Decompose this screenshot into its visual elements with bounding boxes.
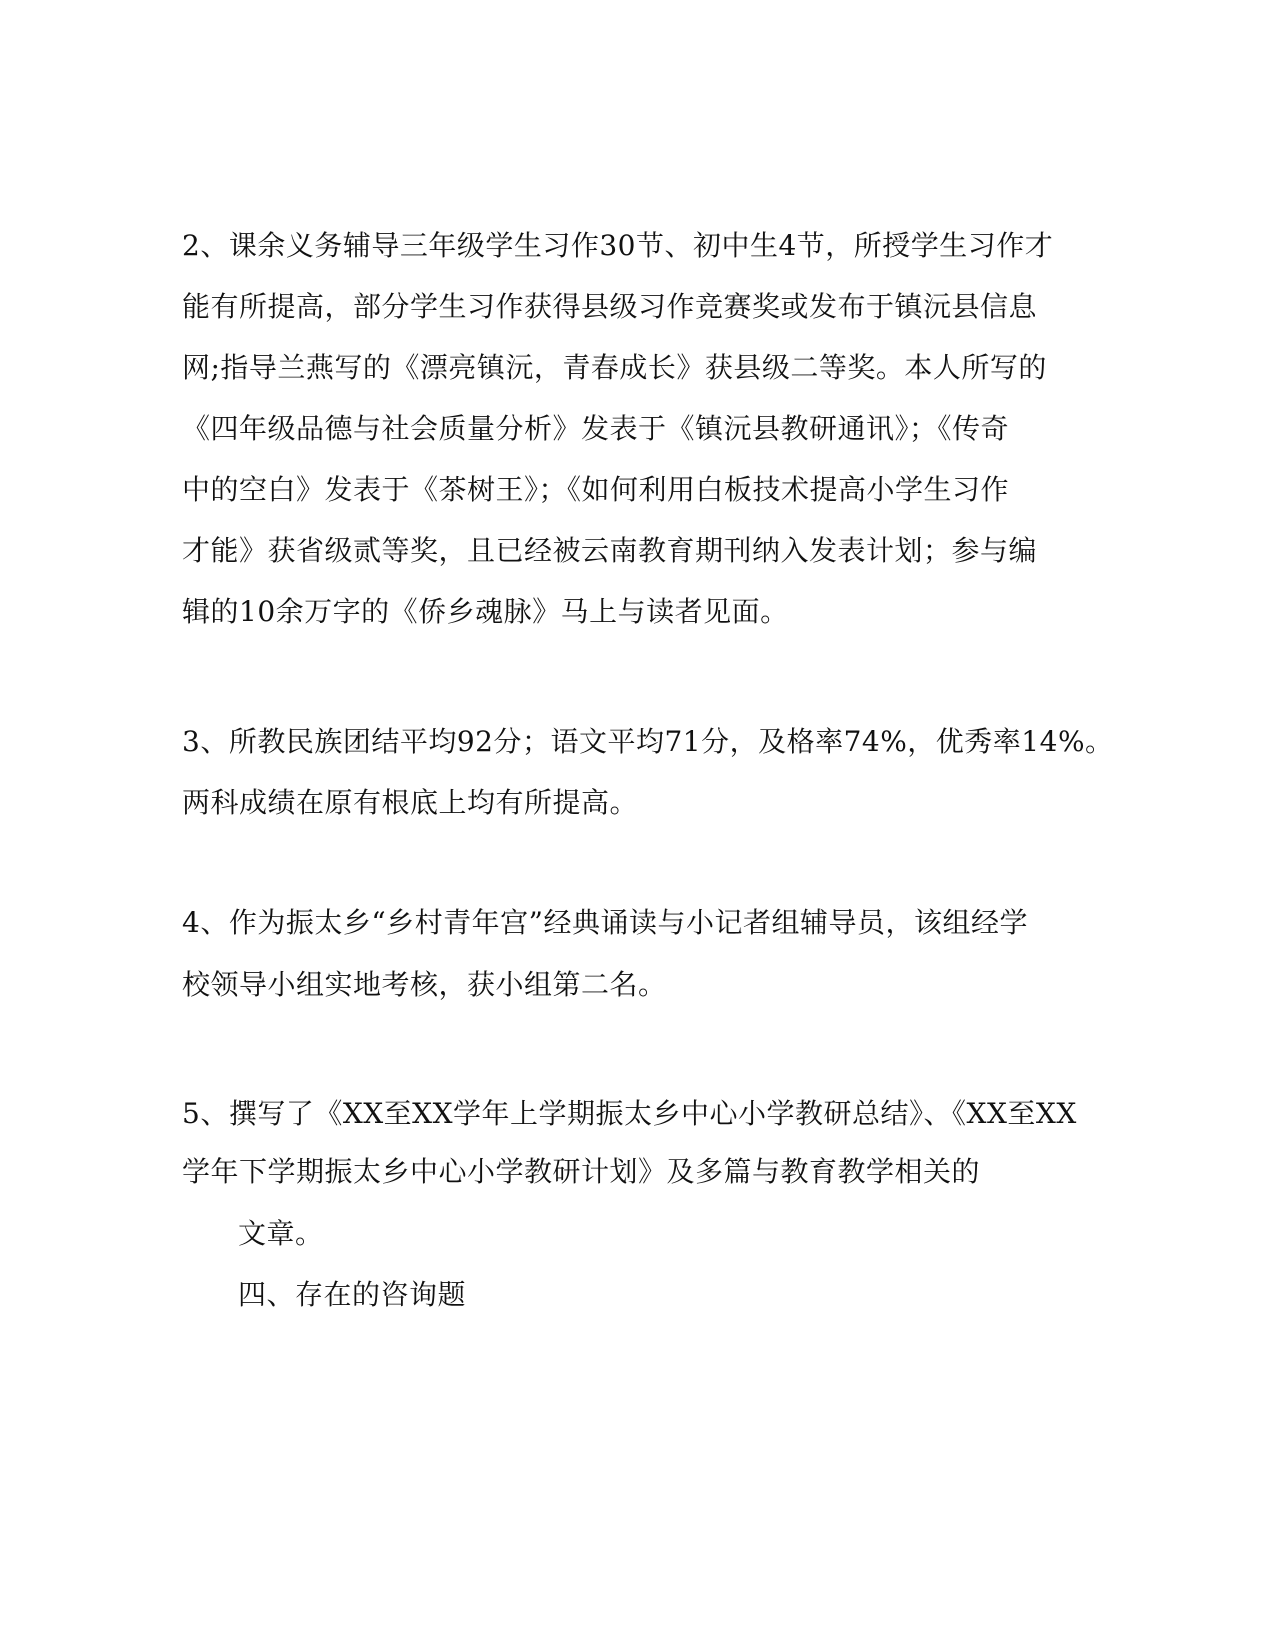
paragraph-line: 文章。 — [238, 1217, 324, 1250]
section-heading: 四、存在的咨询题 — [238, 1278, 467, 1311]
paragraph-line: 网;指导兰燕写的《漂亮镇沅，青春成长》获县级二等奖。本人所写的 — [182, 351, 1047, 384]
paragraph-line: 4、作为振太乡“乡村青年宫”经典诵读与小记者组辅导员，该组经学 — [182, 906, 1028, 939]
paragraph-line: 5、撰写了《XX至XX学年上学期振太乡中心小学教研总结》、《XX至XX — [182, 1097, 1077, 1130]
paragraph-line: 中的空白》发表于《茶树王》；《如何利用白板技术提高小学生习作 — [182, 473, 1010, 506]
paragraph-line: 才能》获省级贰等奖，且已经被云南教育期刊纳入发表计划；参与编 — [182, 534, 1038, 567]
paragraph-line: 能有所提高，部分学生习作获得县级习作竞赛奖或发布于镇沅县信息 — [182, 290, 1038, 323]
paragraph-line: 3、所教民族团结平均92分；语文平均71分，及格率74%，优秀率14%。 — [182, 725, 1114, 758]
paragraph-line: 学年下学期振太乡中心小学教研计划》及多篇与教育教学相关的 — [182, 1155, 981, 1188]
paragraph-line: 《四年级品德与社会质量分析》发表于《镇沅县教研通讯》；《传奇 — [182, 412, 1010, 445]
paragraph-line: 两科成绩在原有根底上均有所提高。 — [182, 786, 639, 819]
paragraph-line: 辑的10余万字的《侨乡魂脉》马上与读者见面。 — [182, 595, 789, 628]
paragraph-line: 2、课余义务辅导三年级学生习作30节、初中生4节，所授学生习作才 — [182, 229, 1054, 262]
paragraph-line: 校领导小组实地考核，获小组第二名。 — [182, 968, 667, 1001]
